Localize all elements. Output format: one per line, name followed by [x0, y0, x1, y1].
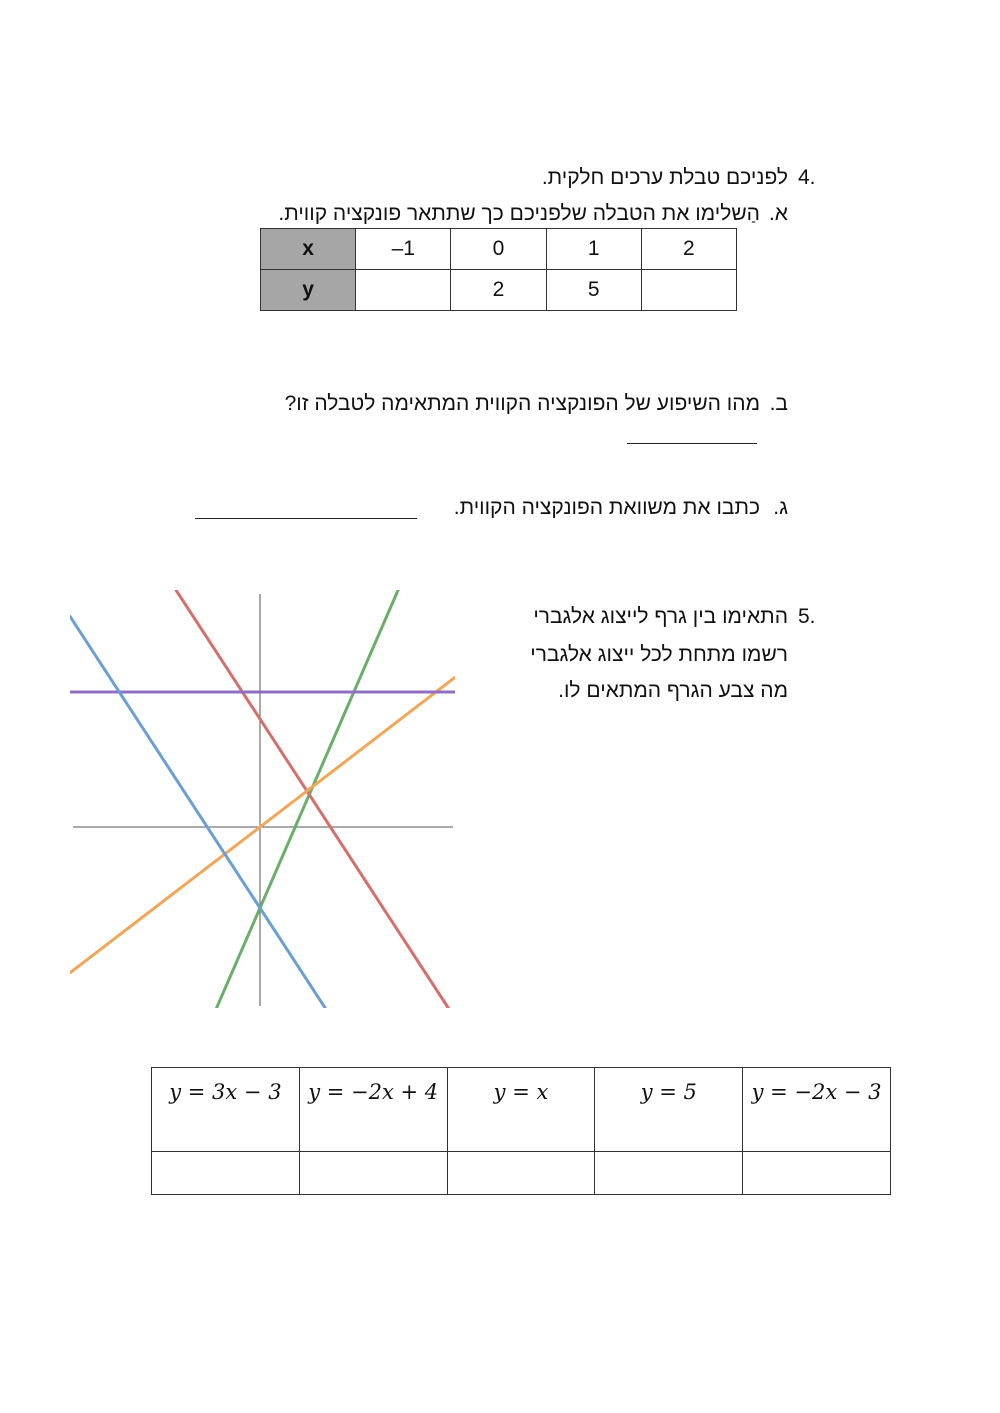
part-c-label: ג.	[773, 496, 788, 519]
answer-cell[interactable]	[595, 1152, 743, 1195]
y-cell-blank[interactable]	[641, 270, 736, 311]
equation-cell: y = x	[447, 1068, 595, 1152]
equation-answer-line[interactable]	[195, 518, 417, 519]
x-cell: 1	[546, 229, 641, 270]
part-b-text: מהו השיפוע של הפונקציה הקווית המתאימה לטבלה זו?	[284, 392, 760, 415]
y-cell: 5	[546, 270, 641, 311]
answer-cell[interactable]	[299, 1152, 447, 1195]
series-line-blue	[70, 616, 325, 1008]
part-c-text: כתבו את משוואת הפונקציה הקווית.	[453, 496, 760, 519]
y-cell-blank[interactable]	[356, 270, 451, 311]
answer-cell[interactable]	[743, 1152, 891, 1195]
equations-row	[152, 1068, 891, 1152]
x-cell: 0	[451, 229, 546, 270]
part-b-label: ב.	[769, 392, 788, 415]
answer-cell[interactable]	[447, 1152, 595, 1195]
slope-answer-line[interactable]	[627, 443, 757, 444]
series-line-green	[217, 590, 399, 1008]
question-4-text: לפניכם טבלת ערכים חלקית.	[541, 166, 788, 189]
equation-cell: y = 3x − 3	[152, 1068, 300, 1152]
y-header: y	[261, 270, 356, 311]
part-a-text: הַשלימו את הטבלה שלפניכם כך שתתאר פונקציה קווית.	[278, 202, 760, 225]
x-header: x	[261, 229, 356, 270]
lines-graph	[70, 590, 455, 1008]
question-5-line-1: התאימו בין גרף לייצוג אלגברי	[533, 605, 788, 628]
answer-cell[interactable]	[152, 1152, 300, 1195]
equation-cell: y = 5	[595, 1068, 743, 1152]
series-line-red	[176, 590, 448, 1008]
answers-row	[152, 1152, 891, 1195]
question-5-number: 5.	[798, 605, 816, 628]
values-table	[260, 228, 737, 311]
question-5-line-3: מה צבע הגרף המתאים לו.	[558, 679, 788, 702]
equation-cell: y = −2x − 3	[743, 1068, 891, 1152]
y-row	[261, 270, 737, 311]
equation-cell: y = −2x + 4	[299, 1068, 447, 1152]
matching-table	[151, 1067, 891, 1195]
part-a-label: א.	[768, 202, 788, 225]
x-row	[261, 229, 737, 270]
x-cell: 2	[641, 229, 736, 270]
y-cell: 2	[451, 270, 546, 311]
question-4-number: 4.	[798, 166, 816, 189]
x-cell: –1	[356, 229, 451, 270]
question-5-line-2: רשמו מתחת לכל ייצוג אלגברי	[530, 643, 788, 666]
